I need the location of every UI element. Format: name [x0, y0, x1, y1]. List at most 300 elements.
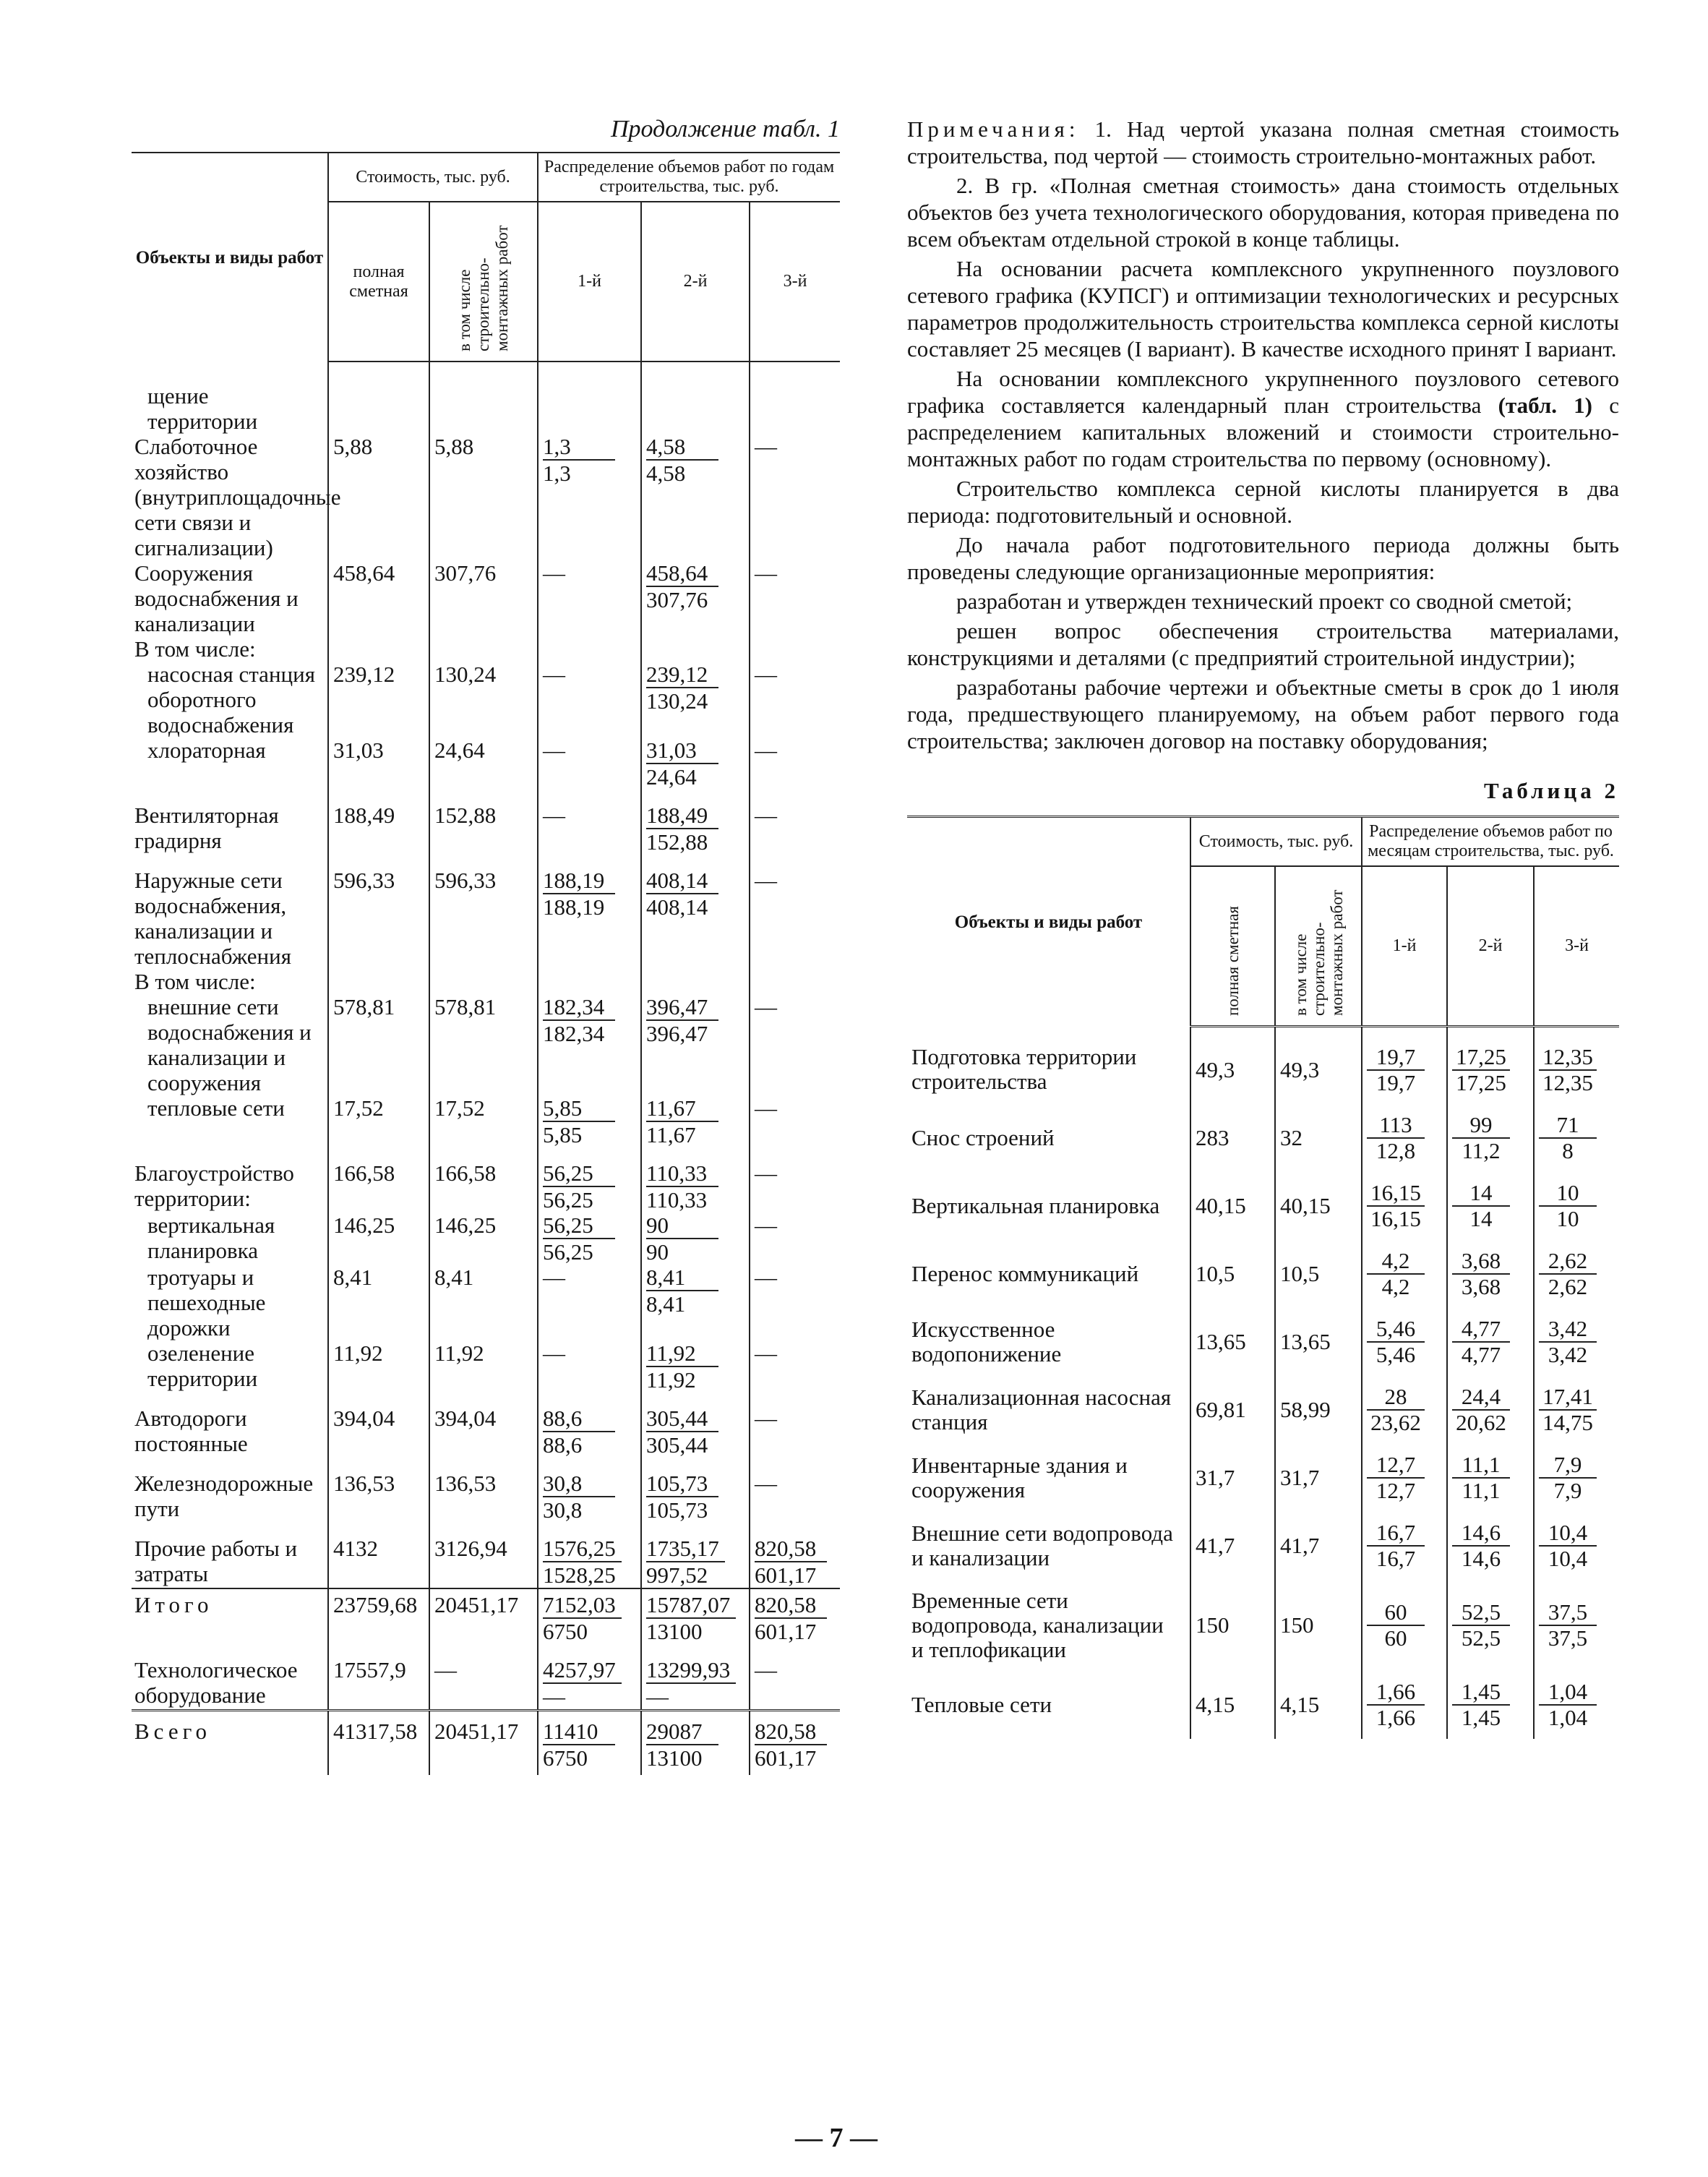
cell-m3-numerator: 2,62 [1539, 1249, 1597, 1275]
row-name-cell [132, 790, 328, 855]
cell-y2 [641, 1711, 750, 1776]
cell-m1 [1362, 1444, 1447, 1512]
cell-smr-value: 49,3 [1280, 1057, 1320, 1082]
cell-smr [1275, 1172, 1362, 1240]
cell-m3-numerator: 17,41 [1539, 1385, 1597, 1411]
cell-m1-numerator: 28 [1367, 1385, 1425, 1411]
cell-y1-numerator: 5,85 [543, 1095, 615, 1122]
cell-smr-value: — [434, 1657, 457, 1682]
cell-m2-denominator: 52,5 [1461, 1625, 1501, 1651]
cell-y1-denominator: 56,25 [543, 1187, 593, 1212]
cell-y3-value: — [755, 994, 778, 1019]
row-name-cell [907, 1512, 1190, 1580]
table-row [132, 636, 840, 662]
cell-full-value: 166,58 [333, 1160, 395, 1186]
cell-m2-denominator: 14,6 [1461, 1546, 1501, 1571]
note-label: Примечания: [907, 116, 1080, 142]
row-name-cell [132, 994, 328, 1095]
cell-smr [429, 1588, 538, 1644]
cell-y3 [750, 362, 840, 434]
cell-y1-denominator: — [543, 1684, 566, 1709]
cell-y2-numerator: 4,58 [646, 434, 718, 461]
paragraph-2-b: с распределением капитальных вложений и стоимости строительно-монтажных работ по годам строительства по первому (основному). [907, 393, 1620, 471]
cell-y2 [641, 362, 750, 434]
cell-smr-value: 24,64 [434, 737, 485, 763]
cell-m3 [1534, 1444, 1619, 1512]
cell-full [1190, 1376, 1275, 1444]
cell-y2-denominator: 11,92 [646, 1367, 696, 1393]
cell-y2 [641, 434, 750, 560]
cell-y1 [538, 790, 641, 855]
table1 [132, 152, 840, 1775]
cell-y1-numerator: 7152,03 [543, 1592, 622, 1619]
cell-y2-fraction [646, 994, 718, 1046]
cell-m2 [1447, 1512, 1534, 1580]
row-name-cell [132, 1147, 328, 1212]
cell-full-value: 23759,68 [333, 1592, 418, 1617]
table-row [907, 1512, 1619, 1580]
cell-y1 [538, 636, 641, 662]
cell-m2-numerator: 1,45 [1452, 1680, 1510, 1706]
cell-y2-denominator: 4,58 [646, 461, 686, 486]
cell-m3-denominator: 12,35 [1542, 1070, 1593, 1095]
cell-y1-fraction [543, 1592, 622, 1644]
cell-smr [429, 636, 538, 662]
cell-y3-value: — [755, 1406, 778, 1431]
row-name: Железнодорожные пути [134, 1471, 314, 1521]
cell-y1-denominator: 88,6 [543, 1432, 583, 1458]
row-name-cell [132, 1095, 328, 1147]
table-row [132, 362, 840, 434]
cell-y3-value: — [755, 560, 778, 586]
cell-m1-fraction [1367, 1680, 1425, 1730]
cell-y1-value: — [543, 560, 566, 586]
cell-y1-denominator: 188,19 [543, 894, 605, 920]
cell-y3 [750, 1212, 840, 1265]
row-name-cell [132, 737, 328, 790]
cell-m1-numerator: 16,7 [1367, 1521, 1425, 1547]
cell-m3 [1534, 1671, 1619, 1739]
cell-m1-fraction [1367, 1113, 1425, 1163]
cell-m3-denominator: 8 [1562, 1138, 1574, 1163]
cell-y1-denominator: 56,25 [543, 1239, 593, 1265]
cell-smr-value: 13,65 [1280, 1329, 1331, 1354]
cell-full [1190, 1172, 1275, 1240]
cell-smr-value: 10,5 [1280, 1261, 1320, 1286]
table-row [907, 1308, 1619, 1376]
cell-y1-fraction [543, 1719, 615, 1771]
cell-m2 [1447, 1444, 1534, 1512]
cell-full-value: 13,65 [1196, 1329, 1246, 1354]
cell-smr-value: 8,41 [434, 1265, 474, 1290]
cell-m3-fraction [1539, 1521, 1597, 1571]
cell-full-value: 17,52 [333, 1095, 384, 1121]
row-name-cell [907, 1308, 1190, 1376]
cell-y1 [538, 1095, 641, 1147]
cell-m3-numerator: 10,4 [1539, 1521, 1597, 1547]
cell-m1-fraction [1367, 1181, 1425, 1231]
cell-smr [1275, 1104, 1362, 1172]
cell-full [1190, 1027, 1275, 1105]
cell-y2-fraction [646, 1719, 718, 1771]
cell-y2-fraction [646, 1471, 718, 1523]
table2-body [907, 1027, 1619, 1740]
cell-y1 [538, 994, 641, 1095]
cell-y2 [641, 560, 750, 636]
cell-y1-numerator: 30,8 [543, 1471, 615, 1497]
row-name: вертикальная планировка [147, 1212, 275, 1263]
table-row [132, 1644, 840, 1711]
t1-header-cost: Стоимость, тыс. руб. [328, 153, 538, 202]
cell-y2 [641, 1644, 750, 1711]
t1-header-distribution: Распределение объемов работ по годам строительства, тыс. руб. [538, 153, 840, 202]
row-name-cell [132, 969, 328, 994]
cell-y2-fraction [646, 1212, 718, 1265]
row-name: Временные сети водопровода, канализации и теплофикации [911, 1588, 1164, 1662]
cell-y3 [750, 855, 840, 969]
cell-smr [1275, 1240, 1362, 1308]
cell-y2-fraction [646, 737, 718, 790]
cell-smr [1275, 1027, 1362, 1105]
t1-header-y3: 3-й [750, 202, 840, 362]
cell-y1 [538, 1340, 641, 1393]
cell-y3 [750, 1458, 840, 1523]
table1-body [132, 362, 840, 1775]
cell-y1-value: — [543, 662, 566, 687]
table-row [132, 969, 840, 994]
row-name-cell [907, 1027, 1190, 1105]
cell-y2-numerator: 11,67 [646, 1095, 718, 1122]
cell-y3-denominator: 601,17 [755, 1619, 817, 1644]
cell-m1-fraction [1367, 1045, 1425, 1095]
cell-smr [429, 1265, 538, 1340]
cell-full-value: 11,92 [333, 1340, 383, 1366]
row-name: В том числе: [134, 969, 256, 994]
cell-m2-numerator: 11,1 [1452, 1453, 1510, 1479]
cell-m3-denominator: 10,4 [1548, 1546, 1588, 1571]
cell-m1 [1362, 1027, 1447, 1105]
paragraph-5: разработан и утвержден технический проект со сводной сметой; [956, 589, 1573, 614]
cell-m1-fraction [1367, 1385, 1425, 1435]
cell-smr-value: 17,52 [434, 1095, 485, 1121]
cell-full [328, 855, 429, 969]
cell-smr [1275, 1444, 1362, 1512]
cell-m3 [1534, 1580, 1619, 1671]
cell-m1 [1362, 1172, 1447, 1240]
table-row [132, 662, 840, 737]
table-row [132, 434, 840, 560]
cell-m3 [1534, 1104, 1619, 1172]
cell-full [328, 1393, 429, 1458]
cell-m2-fraction [1452, 1385, 1510, 1435]
cell-y1-numerator: 56,25 [543, 1160, 615, 1187]
cell-y2 [641, 969, 750, 994]
cell-y1-fraction [543, 994, 615, 1046]
cell-y3 [750, 1095, 840, 1147]
cell-full-value: 5,88 [333, 434, 373, 459]
cell-m3-denominator: 1,04 [1548, 1705, 1588, 1730]
cell-y2-fraction [646, 662, 718, 714]
cell-y2-fraction [646, 1406, 718, 1458]
cell-y3 [750, 1393, 840, 1458]
table-row [132, 1458, 840, 1523]
cell-smr [429, 969, 538, 994]
cell-y2-denominator: 307,76 [646, 587, 708, 612]
cell-full [328, 1147, 429, 1212]
cell-y1-numerator: 1,3 [543, 434, 615, 461]
cell-y2 [641, 1340, 750, 1393]
cell-y3-value: — [755, 1265, 778, 1290]
cell-m2-fraction [1452, 1453, 1510, 1503]
cell-y1-fraction [543, 1160, 615, 1212]
cell-m2-numerator: 3,68 [1452, 1249, 1510, 1275]
cell-full [1190, 1580, 1275, 1671]
cell-y3-denominator: 601,17 [755, 1562, 817, 1588]
cell-y1-value: — [543, 803, 566, 828]
cell-y3 [750, 790, 840, 855]
cell-smr-value: 40,15 [1280, 1193, 1331, 1218]
t2-header-m3: 3-й [1534, 866, 1619, 1027]
row-name: Автодороги постоянные [134, 1406, 248, 1456]
cell-m1-denominator: 60 [1384, 1625, 1407, 1651]
cell-smr [429, 994, 538, 1095]
cell-smr [429, 737, 538, 790]
cell-m1-numerator: 5,46 [1367, 1317, 1425, 1343]
cell-y2-fraction [646, 1592, 736, 1644]
row-name: Канализационная насосная станция [911, 1385, 1172, 1434]
table-row [132, 1265, 840, 1340]
cell-y1-denominator: 1,3 [543, 461, 571, 486]
row-name-cell [907, 1444, 1190, 1512]
table-row [132, 855, 840, 969]
cell-m2 [1447, 1172, 1534, 1240]
cell-y1 [538, 1588, 641, 1644]
cell-y3 [750, 560, 840, 636]
t1-header-y2: 2-й [641, 202, 750, 362]
cell-m1-fraction [1367, 1249, 1425, 1299]
paragraph-2-a: На основании комплексного укрупненного поузлового сетевого графика составляется календарный план строительства [907, 366, 1619, 418]
cell-y3-value: — [755, 1095, 778, 1121]
t1-header-y1: 1-й [538, 202, 641, 362]
row-name: тротуары и пешеходные дорожки [147, 1265, 266, 1340]
table-row [907, 1172, 1619, 1240]
cell-m1-numerator: 113 [1367, 1113, 1425, 1139]
cell-smr-value: 150 [1280, 1612, 1314, 1638]
row-name: В том числе: [134, 636, 256, 662]
row-name-cell [907, 1172, 1190, 1240]
cell-m2-fraction [1452, 1181, 1510, 1231]
cell-smr-value: 4,15 [1280, 1692, 1320, 1717]
cell-m2 [1447, 1104, 1534, 1172]
cell-m2 [1447, 1580, 1534, 1671]
table-row [907, 1240, 1619, 1308]
cell-y2-fraction [646, 1160, 718, 1212]
cell-m2 [1447, 1376, 1534, 1444]
cell-m3-fraction [1539, 1045, 1597, 1095]
cell-smr [429, 662, 538, 737]
table-row [907, 1104, 1619, 1172]
cell-y2-denominator: 8,41 [646, 1291, 686, 1317]
table2-title: Таблица 2 [1484, 778, 1619, 803]
cell-m1-numerator: 1,66 [1367, 1680, 1425, 1706]
cell-m1-denominator: 19,7 [1376, 1070, 1416, 1095]
cell-m1-denominator: 1,66 [1376, 1705, 1416, 1730]
cell-y1 [538, 1265, 641, 1340]
cell-m1-numerator: 19,7 [1367, 1045, 1425, 1071]
cell-y1-denominator: 6750 [543, 1745, 588, 1771]
row-name: Технологическое оборудование [134, 1657, 298, 1708]
t2-header-distribution: Распределение объемов работ по месяцам строительства, тыс. руб. [1362, 817, 1619, 867]
cell-y1 [538, 662, 641, 737]
cell-y3-value: — [755, 803, 778, 828]
cell-y3-fraction [755, 1536, 827, 1588]
cell-m2 [1447, 1240, 1534, 1308]
cell-smr-value: 394,04 [434, 1406, 497, 1431]
cell-y1 [538, 1393, 641, 1458]
cell-y2-fraction [646, 868, 718, 920]
cell-m1 [1362, 1671, 1447, 1739]
cell-y3 [750, 969, 840, 994]
cell-m2-denominator: 17,25 [1456, 1070, 1506, 1095]
cell-smr-value: 307,76 [434, 560, 497, 586]
table-row [132, 994, 840, 1095]
cell-m2-fraction [1452, 1249, 1510, 1299]
cell-y3-value: — [755, 1160, 778, 1186]
cell-m2-numerator: 17,25 [1452, 1045, 1510, 1071]
cell-m3-numerator: 37,5 [1539, 1600, 1597, 1626]
cell-m1-denominator: 23,62 [1370, 1410, 1421, 1435]
row-name-cell [907, 1104, 1190, 1172]
cell-full-value: 458,64 [333, 560, 395, 586]
cell-smr-value: 136,53 [434, 1471, 497, 1496]
paragraph-4: До начала работ подготовительного периода должны быть проведены следующие организационные мероприятия: [907, 532, 1619, 584]
cell-y2-denominator: — [646, 1684, 669, 1709]
row-name: Наружные сети водоснабжения, канализации и теплоснабжения [134, 868, 291, 969]
row-name-cell [132, 1265, 328, 1340]
t1-header-full: полная сметная [328, 202, 429, 362]
cell-y1 [538, 969, 641, 994]
cell-smr-value: 578,81 [434, 994, 497, 1019]
row-name: Благоустройство территории: [134, 1160, 294, 1211]
cell-y2 [641, 855, 750, 969]
cell-smr [429, 855, 538, 969]
row-name-cell [132, 855, 328, 969]
cell-y2-denominator: 396,47 [646, 1021, 708, 1046]
cell-y2-numerator: 11,92 [646, 1340, 718, 1367]
cell-y3-denominator: 601,17 [755, 1745, 817, 1771]
cell-y2-fraction [646, 560, 718, 612]
cell-m1-denominator: 16,7 [1376, 1546, 1416, 1571]
cell-y2 [641, 662, 750, 737]
cell-smr [429, 1523, 538, 1588]
cell-m1-denominator: 12,8 [1376, 1138, 1416, 1163]
paragraph-1: На основании расчета комплексного укрупненного поузлового сетевого графика (КУПСГ) и оптимизации технологических и ресурсных параметров продолжительность строительства комплекса серной кислоты составляет 25 месяцев (I вариант). В качестве исходного принят I вариант. [907, 256, 1619, 362]
table-row [132, 1523, 840, 1588]
cell-smr-value: 41,7 [1280, 1533, 1320, 1558]
cell-y2-denominator: 13100 [646, 1619, 703, 1644]
cell-y1-numerator: 1576,25 [543, 1536, 622, 1562]
cell-m1 [1362, 1580, 1447, 1671]
cell-y1-numerator: 188,19 [543, 868, 615, 894]
cell-m3-numerator: 71 [1539, 1113, 1597, 1139]
cell-y1-value: — [543, 1265, 566, 1290]
cell-smr [429, 560, 538, 636]
cell-y2-numerator: 105,73 [646, 1471, 718, 1497]
row-name-cell [907, 1580, 1190, 1671]
row-name: Искусственное водопонижение [911, 1317, 1062, 1366]
cell-full [328, 560, 429, 636]
cell-m3-denominator: 7,9 [1553, 1478, 1582, 1503]
cell-y1 [538, 1147, 641, 1212]
cell-m1-numerator: 16,15 [1367, 1181, 1425, 1207]
cell-m3-numerator: 3,42 [1539, 1317, 1597, 1343]
row-name: тепловые сети [147, 1095, 285, 1121]
cell-m2-denominator: 11,1 [1462, 1478, 1501, 1503]
cell-smr-value: 152,88 [434, 803, 497, 828]
t2-header-m1: 1-й [1362, 866, 1447, 1027]
cell-full [328, 1265, 429, 1340]
cell-m3-fraction [1539, 1680, 1597, 1730]
row-name: Всего [134, 1719, 212, 1744]
cell-m3-fraction [1539, 1317, 1597, 1367]
cell-y1-denominator: 1528,25 [543, 1562, 616, 1588]
cell-full-value: 239,12 [333, 662, 395, 687]
cell-m3-fraction [1539, 1249, 1597, 1299]
cell-m1 [1362, 1512, 1447, 1580]
cell-y3 [750, 636, 840, 662]
cell-m2-numerator: 99 [1452, 1113, 1510, 1139]
cell-y2 [641, 1265, 750, 1340]
cell-m2-fraction [1452, 1521, 1510, 1571]
cell-m3-denominator: 14,75 [1542, 1410, 1593, 1435]
cell-m2-denominator: 4,77 [1461, 1342, 1501, 1367]
t1-header-objects: Объекты и виды работ [132, 153, 328, 362]
cell-full [328, 1095, 429, 1147]
cell-m3-numerator: 7,9 [1539, 1453, 1597, 1479]
cell-y2 [641, 1393, 750, 1458]
cell-m3-denominator: 3,42 [1548, 1342, 1588, 1367]
cell-y2-denominator: 90 [646, 1239, 669, 1265]
row-name: Подготовка территории строительства [911, 1044, 1137, 1095]
cell-full [328, 969, 429, 994]
cell-full [328, 790, 429, 855]
row-name: Инвентарные здания и сооружения [911, 1453, 1128, 1502]
cell-smr-value: 58,99 [1280, 1397, 1331, 1422]
cell-y3 [750, 737, 840, 790]
cell-full [328, 1212, 429, 1265]
cell-y2-denominator: 13100 [646, 1745, 703, 1771]
table1-continuation-title: Продолжение табл. 1 [610, 116, 840, 142]
row-name-cell [132, 1523, 328, 1588]
cell-y3-numerator: 820,58 [755, 1592, 827, 1619]
row-name-cell [132, 1393, 328, 1458]
cell-y2-denominator: 152,88 [646, 829, 708, 855]
cell-m3 [1534, 1172, 1619, 1240]
cell-full-value: 4,15 [1196, 1692, 1235, 1717]
table-row [132, 1588, 840, 1644]
cell-full [1190, 1240, 1275, 1308]
cell-m3-numerator: 1,04 [1539, 1680, 1597, 1706]
cell-y2-denominator: 997,52 [646, 1562, 708, 1588]
cell-m2-fraction [1452, 1113, 1510, 1163]
page-number: — 7 — [795, 2123, 877, 2153]
cell-smr-value: 11,92 [434, 1340, 484, 1366]
cell-y3 [750, 1265, 840, 1340]
cell-m3-fraction [1539, 1181, 1597, 1231]
cell-y3 [750, 434, 840, 560]
row-name: Перенос коммуникаций [911, 1261, 1139, 1286]
cell-smr-value: 32 [1280, 1125, 1303, 1150]
